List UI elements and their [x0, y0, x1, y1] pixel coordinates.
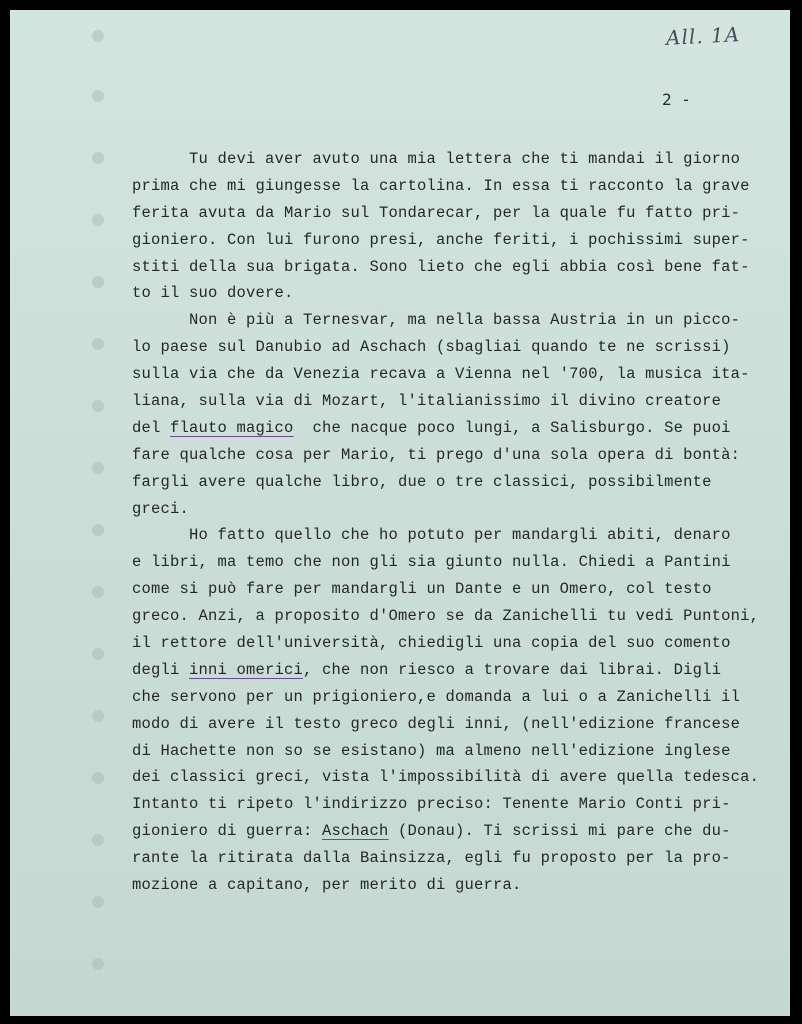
text-line: di Hachette non so se esistano) ma almeno nell'edizione inglese — [132, 741, 731, 760]
text-line: greco. Anzi, a proposito d'Omero se da Zanichelli tu vedi Puntoni, — [132, 607, 760, 626]
hole-mark — [92, 896, 104, 908]
page-number: 2 - — [662, 90, 691, 109]
text-fragment: gioniero di guerra: — [132, 822, 323, 841]
hole-mark — [92, 524, 104, 536]
text-fragment: (Donau). Ti scrissi mi pare che du- — [388, 822, 731, 841]
underlined-title-flauto-magico: flauto magico — [170, 418, 294, 437]
text-line: lo paese sul Danubio ad Aschach (sbagliai quando te ne scrissi) — [132, 338, 731, 357]
hole-mark — [92, 834, 104, 846]
text-line: modo di avere il testo greco degli inni, (nell'edizione francese — [132, 714, 741, 733]
text-line: fare qualche cosa per Mario, ti prego d'una sola opera di bontà: — [132, 445, 741, 464]
hole-mark — [92, 30, 104, 42]
text-line: come si può fare per mandargli un Dante e un Omero, col testo — [132, 580, 712, 599]
binder-hole-marks — [88, 30, 112, 1010]
handwritten-annotation: All. 1A — [665, 22, 741, 50]
letter-page — [10, 10, 790, 1016]
hole-mark — [92, 462, 104, 474]
underlined-place-aschach: Aschach — [322, 822, 389, 841]
text-fragment: del — [132, 418, 171, 437]
text-line: Ho fatto quello che ho potuto per mandargli abiti, denaro — [132, 526, 731, 545]
text-line: to il suo dovere. — [132, 284, 294, 303]
text-line: liana, sulla via di Mozart, l'italianissimo il divino creatore — [132, 392, 722, 411]
underlined-title-inni-omerici: inni omerici — [189, 660, 304, 679]
hole-mark — [92, 958, 104, 970]
hole-mark — [92, 152, 104, 164]
text-line: greci. — [132, 499, 190, 518]
text-line-with-underline — [132, 818, 792, 845]
hole-mark — [92, 586, 104, 598]
letter-body — [132, 146, 792, 899]
hole-mark — [92, 772, 104, 784]
hole-mark — [92, 338, 104, 350]
hole-mark — [92, 710, 104, 722]
hole-mark — [92, 90, 104, 102]
text-line: sulla via che da Venezia recava a Vienna nel '700, la musica ita- — [132, 365, 750, 384]
text-line: fargli avere qualche libro, due o tre classici, possibilmente — [132, 472, 712, 491]
text-line-with-underline — [132, 415, 792, 442]
text-fragment: che nacque poco lungi, a Salisburgo. Se puoi — [293, 418, 731, 437]
hole-mark — [92, 400, 104, 412]
text-line: dei classici greci, vista l'impossibilità di avere quella tedesca. — [132, 768, 760, 787]
text-line: rante la ritirata dalla Bainsizza, egli fu proposto per la pro- — [132, 849, 731, 868]
text-line: Tu devi aver avuto una mia lettera che ti mandai il giorno — [132, 150, 741, 168]
hole-mark — [92, 648, 104, 660]
text-line: Non è più a Ternesvar, ma nella bassa Austria in un picco- — [132, 311, 741, 330]
hole-mark — [92, 276, 104, 288]
text-line: e libri, ma temo che non gli sia giunto nulla. Chiedi a Pantini — [132, 553, 731, 572]
text-line: mozione a capitano, per merito di guerra. — [132, 876, 522, 895]
text-line: gioniero. Con lui furono presi, anche feriti, i pochissimi super- — [132, 230, 750, 249]
text-fragment: degli — [132, 660, 190, 679]
hole-mark — [92, 214, 104, 226]
text-line: stiti della sua brigata. Sono lieto che egli abbia così bene fat- — [132, 257, 750, 276]
text-line-with-underline — [132, 657, 792, 684]
text-line: Intanto ti ripeto l'indirizzo preciso: Tenente Mario Conti pri- — [132, 795, 731, 814]
text-line: prima che mi giungesse la cartolina. In essa ti racconto la grave — [132, 176, 750, 195]
text-line: il rettore dell'università, chiedigli una copia del suo comento — [132, 634, 731, 653]
text-fragment: , che non riesco a trovare dai librai. Digli — [303, 660, 722, 679]
text-line: che servono per un prigioniero,e domanda a lui o a Zanichelli il — [132, 687, 741, 706]
text-line: ferita avuta da Mario sul Tondarecar, per la quale fu fatto pri- — [132, 203, 741, 222]
